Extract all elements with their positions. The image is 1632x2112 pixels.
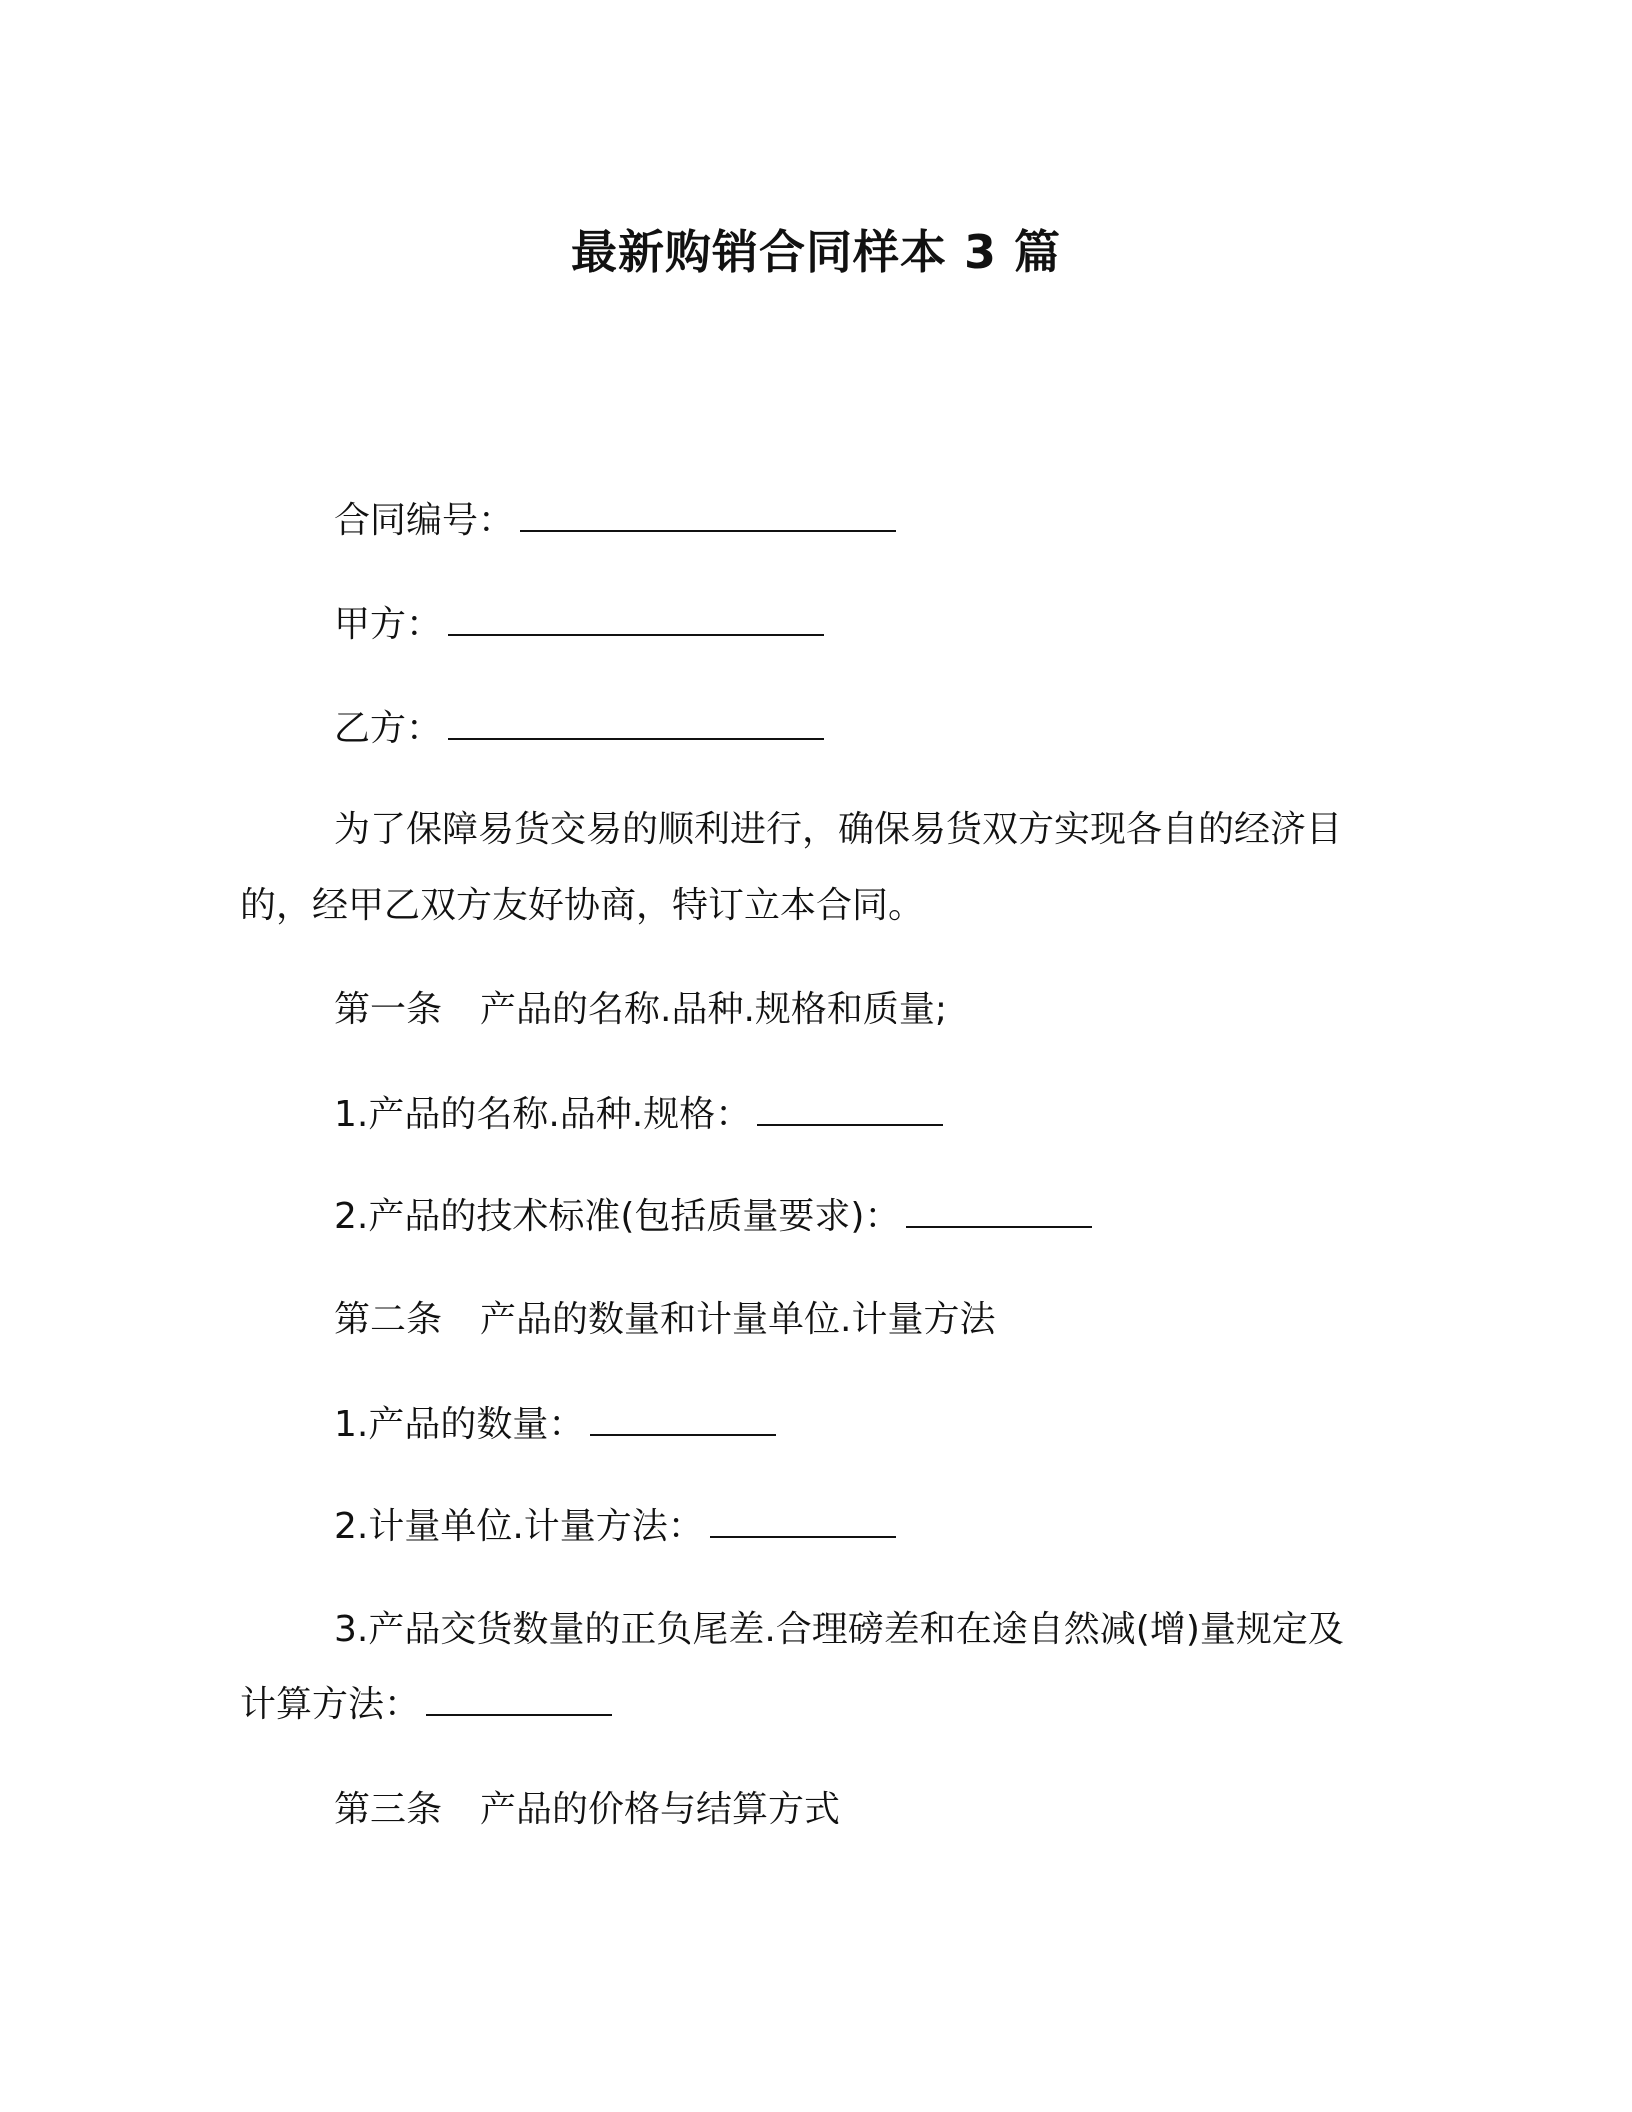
contract-number-label: 合同编号： xyxy=(334,500,515,541)
article-1-item-2 xyxy=(334,1192,1092,1241)
article-1-item-1-label: 1.产品的名称.品种.规格： xyxy=(334,1094,752,1135)
intro-paragraph-line-1: 为了保障易货交易的顺利进行，确保易货双方实现各自的经济目 xyxy=(334,809,1343,850)
article-1-number: 第一条 xyxy=(334,989,443,1030)
article-2-item-3-label: 计算方法： xyxy=(240,1684,421,1725)
article-2-item-2-blank xyxy=(710,1502,896,1538)
article-2-number: 第二条 xyxy=(334,1299,443,1340)
article-2-item-2 xyxy=(334,1502,896,1551)
article-2-item-1-blank xyxy=(590,1400,776,1436)
article-1-heading xyxy=(334,986,947,1034)
article-1-title: 产品的名称.品种.规格和质量; xyxy=(480,989,948,1030)
article-2-item-1 xyxy=(334,1400,776,1449)
article-1-item-1 xyxy=(334,1090,943,1139)
article-2-title: 产品的数量和计量单位.计量方法 xyxy=(480,1299,996,1340)
party-a-label: 甲方： xyxy=(334,604,443,645)
contract-number-field xyxy=(334,496,896,545)
article-1-item-2-blank xyxy=(906,1192,1092,1228)
article-2-item-2-label: 2.计量单位.计量方法： xyxy=(334,1506,704,1547)
article-2-item-3-blank xyxy=(426,1680,612,1716)
contract-number-blank xyxy=(520,496,896,532)
party-a-blank xyxy=(448,600,824,636)
article-2-item-3-line-1: 3.产品交货数量的正负尾差.合理磅差和在途自然减(增)量规定及 xyxy=(334,1609,1344,1650)
document-title: 最新购销合同样本 3 篇 xyxy=(570,225,1062,279)
intro-paragraph-line-2: 的，经甲乙双方友好协商，特订立本合同。 xyxy=(240,885,925,926)
article-3-title: 产品的价格与结算方式 xyxy=(480,1789,841,1830)
party-a-field xyxy=(334,600,824,649)
article-1-item-2-label: 2.产品的技术标准(包括质量要求)： xyxy=(334,1196,901,1237)
party-b-field xyxy=(334,704,824,753)
party-b-blank xyxy=(448,704,824,740)
article-2-item-3-line-2 xyxy=(240,1680,612,1729)
article-3-heading xyxy=(334,1786,840,1834)
party-b-label: 乙方： xyxy=(334,708,443,749)
article-2-heading xyxy=(334,1296,995,1344)
article-1-item-1-blank xyxy=(757,1090,943,1126)
article-3-number: 第三条 xyxy=(334,1789,443,1830)
article-2-item-1-label: 1.产品的数量： xyxy=(334,1404,585,1445)
